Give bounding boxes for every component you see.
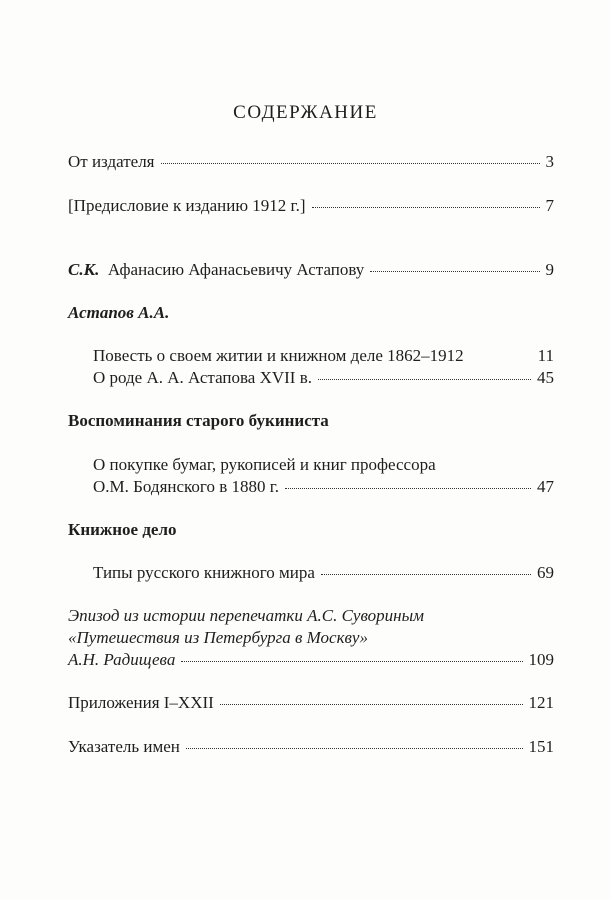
toc-entry-episode-line1: Эпизод из истории перепечатки А.С. Сувориным [68,606,424,625]
toc-entry-label [68,259,364,281]
page-number: 9 [545,260,554,279]
page-number: 47 [537,477,554,496]
toc-entry-name-index[interactable] [68,736,554,758]
author-name: С.К. [68,260,100,279]
dot-leader [312,205,540,208]
toc-entry-episode[interactable] [68,649,554,671]
section-heading-astapov: Астапов А.А. [68,303,170,322]
page-number: 7 [545,196,554,215]
page-number: 45 [537,368,554,387]
dot-leader [220,702,523,705]
page-number: 3 [545,152,554,171]
dot-leader [181,659,522,662]
toc-entry-label: [Предисловие к изданию 1912 г.] [68,196,306,215]
dot-leader [470,356,532,358]
toc-entry-sk-letter[interactable] [68,259,554,281]
toc-entry-label: А.Н. Радищева [68,650,176,669]
page-title: СОДЕРЖАНИЕ [233,102,378,123]
toc-entry-label: О роде А. А. Астапова XVII в. [93,368,312,387]
toc-entry-episode-line2: «Путешествия из Петербурга в Москву» [68,628,368,647]
section-heading-memoirs: Воспоминания старого букиниста [68,411,329,430]
dot-leader [318,377,531,380]
page-number: 11 [537,346,554,365]
dot-leader [285,486,531,489]
toc-entry-label: Повесть о своем житии и книжном деле 1862–1912 [93,346,464,365]
toc-entry-from-publisher[interactable] [68,151,554,173]
section-heading-book-business: Книжное дело [68,520,177,539]
toc-entry-label: Указатель имен [68,737,180,756]
page-number: 151 [528,737,554,756]
toc-entry-label: От издателя [68,152,155,171]
entry-title: Афанасию Афанасьевичу Астапову [107,260,365,279]
toc-entry-preface[interactable] [68,195,554,217]
toc-entry-label: Приложения I–XXII [68,693,214,712]
page-number: 121 [528,693,554,712]
dot-leader [321,572,531,575]
toc-entry-rod[interactable] [93,367,554,389]
toc-entry-purchase-line1: О покупке бумаг, рукописей и книг профессора [93,455,436,474]
page-number: 109 [528,650,554,669]
toc-entry-label: Типы русского книжного мира [93,563,315,582]
dot-leader [370,269,539,272]
toc-entry-types[interactable] [93,562,554,584]
dot-leader [161,161,540,164]
page-number: 69 [537,563,554,582]
toc-entry-purchase[interactable] [93,476,554,498]
dot-leader [186,746,523,749]
toc-entry-povest[interactable] [93,345,554,367]
toc-entry-appendices[interactable] [68,692,554,714]
toc-entry-label: О.М. Бодянского в 1880 г. [93,477,280,496]
